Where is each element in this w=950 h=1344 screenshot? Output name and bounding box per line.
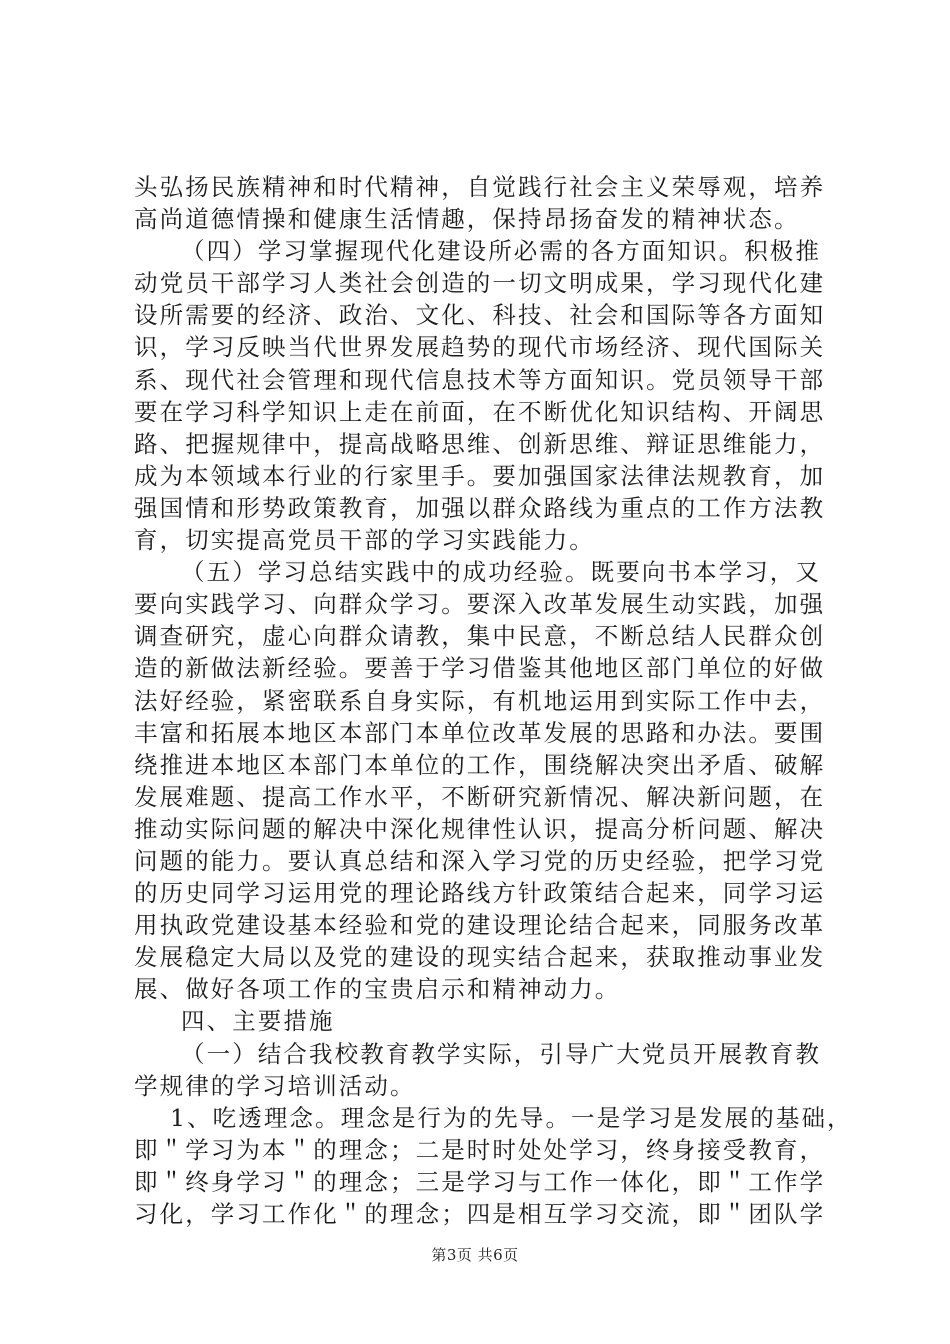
text-line: 造的新做法新经验。要善于学习借鉴其他地区部门单位的好做 bbox=[134, 654, 826, 683]
text-line: 用执政党建设基本经验和党的建设理论结合起来，同服务改革 bbox=[134, 911, 826, 940]
text-line: 育，切实提高党员干部的学习实践能力。 bbox=[134, 526, 595, 555]
text-line: 调查研究，虚心向群众请教，集中民意，不断总结人民群众创 bbox=[134, 622, 826, 651]
text-line: 系、现代社会管理和现代信息技术等方面知识。党员领导干部 bbox=[134, 365, 826, 394]
text-line: 路、把握规律中，提高战略思维、创新思维、辩证思维能力， bbox=[134, 429, 826, 458]
text-line: （五）学习总结实践中的成功经验。既要向书本学习，又 bbox=[181, 558, 821, 587]
text-line: 发展难题、提高工作水平，不断研究新情况、解决新问题，在 bbox=[134, 782, 826, 811]
text-line: 学规律的学习培训活动。 bbox=[134, 1071, 416, 1100]
text-line: 即＂学习为本＂的理念；二是时时处处学习，终身接受教育， bbox=[134, 1135, 826, 1164]
text-line: 习化，学习工作化＂的理念；四是相互学习交流，即＂团队学 bbox=[134, 1200, 826, 1228]
text-line: 问题的能力。要认真总结和深入学习党的历史经验，把学习党 bbox=[134, 846, 826, 875]
text-line: 的历史同学习运用党的理论路线方针政策结合起来，同学习运 bbox=[134, 879, 826, 908]
page-footer: 第3页 共6页 bbox=[431, 1246, 519, 1264]
text-line: 高尚道德情操和健康生活情趣，保持昂扬奋发的精神状态。 bbox=[134, 205, 800, 234]
text-line: 设所需要的经济、政治、文化、科技、社会和国际等各方面知 bbox=[134, 301, 826, 330]
text-line: 要在学习科学知识上走在前面，在不断优化知识结构、开阔思 bbox=[134, 397, 826, 426]
text-line: 成为本领域本行业的行家里手。要加强国家法律法规教育，加 bbox=[134, 461, 826, 490]
text-line: 识，学习反映当代世界发展趋势的现代市场经济、现代国际关 bbox=[134, 333, 826, 362]
text-line: 推动实际问题的解决中深化规律性认识，提高分析问题、解决 bbox=[134, 814, 826, 843]
text-line: 四、主要措施 bbox=[181, 1007, 335, 1036]
document-body bbox=[134, 171, 853, 1230]
text-line: 即＂终身学习＂的理念；三是学习与工作一体化，即＂工作学 bbox=[134, 1167, 826, 1196]
text-line: 要向实践学习、向群众学习。要深入改革发展生动实践，加强 bbox=[134, 590, 826, 619]
text-line: 动党员干部学习人类社会创造的一切文明成果，学习现代化建 bbox=[134, 269, 826, 298]
text-line: 绕推进本地区本部门本单位的工作，围绕解决突出矛盾、破解 bbox=[134, 750, 826, 779]
text-line: 法好经验，紧密联系自身实际，有机地运用到实际工作中去， bbox=[134, 686, 826, 715]
text-line: （一）结合我校教育教学实际，引导广大党员开展教育教 bbox=[181, 1039, 821, 1068]
text-line: 发展稳定大局以及党的建设的现实结合起来，获取推动事业发 bbox=[134, 943, 826, 972]
text-line: 1、吃透理念。理念是行为的先导。一是学习是发展的基础， bbox=[170, 1103, 853, 1132]
text-line: （四）学习掌握现代化建设所必需的各方面知识。积极推 bbox=[181, 237, 821, 266]
text-line: 头弘扬民族精神和时代精神，自觉践行社会主义荣辱观，培养 bbox=[134, 173, 826, 201]
text-line: 展、做好各项工作的宝贵启示和精神动力。 bbox=[134, 975, 621, 1004]
text-line: 丰富和拓展本地区本部门本单位改革发展的思路和办法。要围 bbox=[134, 718, 826, 747]
text-line: 强国情和形势政策教育，加强以群众路线为重点的工作方法教 bbox=[134, 493, 826, 522]
